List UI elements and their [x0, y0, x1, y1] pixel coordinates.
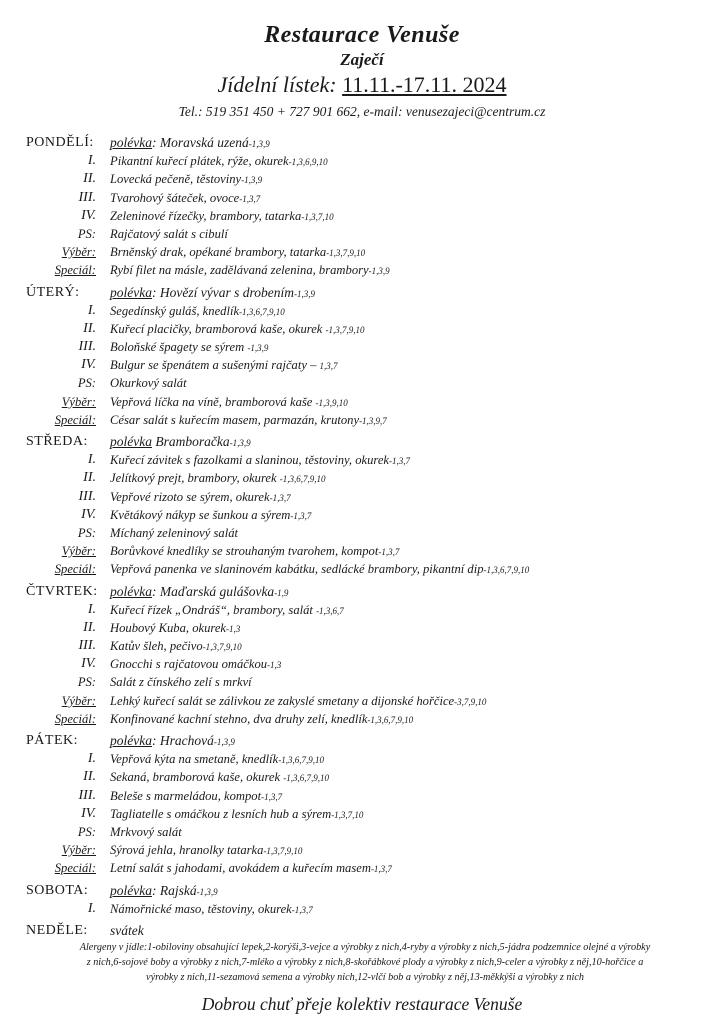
menu-item-label: PS:: [77, 675, 96, 690]
allergen-codes: -1,3,9,7: [359, 415, 387, 426]
dish-name: Vepřová panenka ve slaninovém kabátku, sedlácké brambory, pikantní dip: [110, 562, 484, 577]
menu-item: [0, 601, 724, 619]
dish-name: Houbový Kuba, okurek: [110, 620, 226, 635]
day-name: SOBOTA:: [26, 882, 89, 898]
dish-name: Borůvkové knedlíky se strouhaným tvarohem, kompot: [110, 544, 379, 559]
allergen-codes: -1,3,7: [290, 510, 312, 521]
menu-item: [0, 768, 724, 786]
menu-item: [0, 189, 724, 207]
dish-name: Rajčatový salát s cibulí: [110, 226, 228, 241]
menu-item-label: Speciál:: [54, 861, 96, 876]
menu-item-label: III.: [78, 339, 96, 355]
soup-label: polévka: [110, 434, 152, 449]
soup-line: [110, 583, 288, 602]
allergen-codes: -1,3,7,9,10: [202, 642, 242, 653]
menu-item-label: III.: [78, 488, 96, 504]
menu-item: [0, 787, 724, 805]
allergen-codes: -1,3,7: [389, 456, 410, 467]
dish-name: Brněnský drak, opékané brambory, tatarka: [110, 245, 327, 260]
allergen-codes: -1,3,7,10: [301, 211, 334, 222]
menu-item: [0, 170, 724, 188]
allergen-codes: -1,3,7,9,10: [325, 324, 365, 335]
dish-text: [110, 601, 344, 620]
menu-item-label: IV.: [81, 805, 96, 821]
dish-name: Rybí filet na másle, zadělávaná zelenina, brambory: [110, 263, 369, 278]
dish-text: [110, 338, 268, 357]
day-name: ÚTERÝ:: [26, 284, 80, 300]
allergen-legend: [20, 940, 710, 985]
day-row: [0, 433, 724, 451]
menu-item-label: Výběr:: [61, 693, 96, 708]
dish-name: Bulgur se špenátem a sušenými rajčaty –: [110, 358, 320, 373]
menu-item-label: Speciál:: [54, 711, 96, 726]
dish-name: Zeleninové řízečky, brambory, tatarka: [110, 208, 302, 223]
soup-line: [110, 732, 235, 751]
dish-text: [110, 302, 285, 321]
allergen-legend-line: výrobky z nich,11-sezamová semena a výrobky nich,12-vlčí bob a výrobky z něj,13-měkkýši a výrobky z nich: [146, 972, 584, 983]
menu-item-label: Výběr:: [61, 843, 96, 858]
menu-item: [0, 560, 724, 578]
dish-text: [110, 787, 282, 806]
menu-item-label: I.: [87, 751, 96, 767]
dish-text: [110, 859, 392, 878]
menu-item: [0, 692, 724, 710]
menu-item: [0, 710, 724, 728]
closing-greeting: Dobrou chuť přeje kolektiv restaurace Venuše: [201, 994, 523, 1014]
menu-heading: [0, 72, 724, 98]
menu-item-label: I.: [87, 452, 96, 468]
dish-name: Katův šleh, pečivo: [110, 639, 203, 654]
day-row: [0, 134, 724, 152]
menu-item-label: PS:: [77, 525, 96, 540]
soup-separator: :: [151, 135, 160, 150]
menu-item: [0, 619, 724, 637]
menu-item: [0, 451, 724, 469]
allergen-legend-line: z nich,6-sojové boby a výrobky z nich,7-mléko a výrobky z nich,8-skořábkové plody a výrobky z nich,9-celer a výrobky z něj,10-hořčice a: [86, 957, 644, 968]
allergen-codes: -1,3,6,7,9,10: [279, 474, 326, 485]
dish-text: [110, 488, 291, 507]
day-block: [0, 134, 724, 284]
menu-item-label: IV.: [81, 506, 96, 522]
menu-item-label: II.: [83, 470, 96, 486]
soup-name: Hrachová: [159, 733, 214, 748]
allergen-codes: -1,3,6,7,9,10: [483, 565, 530, 576]
soup-name: Rajská: [159, 882, 197, 898]
soup-separator: :: [151, 733, 160, 748]
dish-name: Vepřová líčka na víně, bramborová kaše: [110, 394, 316, 409]
menu-item: [0, 823, 724, 841]
dish-name: Gnocchi s rajčatovou omáčkou: [110, 657, 268, 672]
menu-item: [0, 859, 724, 877]
dish-text: [110, 189, 260, 208]
soup-label: polévka: [110, 733, 152, 748]
allergen-codes: -1,3,7: [269, 492, 291, 503]
dish-text: [110, 841, 302, 860]
dish-name: Beleše s marmeládou, kompot: [110, 788, 262, 803]
restaurant-name: Restaurace Venuše: [264, 22, 460, 48]
dish-name: Sekaná, bramborová kaše, okurek: [110, 770, 284, 785]
dish-text: [110, 170, 262, 189]
soup-name: Bramboračka: [155, 434, 230, 449]
day-row: [0, 882, 724, 900]
dish-name: Kuřecí závitek s fazolkami a slaninou, těstoviny, okurek: [110, 453, 389, 468]
dish-text: [110, 750, 324, 769]
day-row: [0, 922, 724, 940]
allergen-codes: -1,3,7,9,10: [326, 248, 366, 259]
day-name: PONDĚLÍ:: [26, 135, 94, 150]
menu-item-label: IV.: [81, 357, 96, 373]
menu-item-label: III.: [78, 787, 96, 803]
allergen-codes: -1,3,7: [378, 547, 400, 558]
soup-line: [110, 882, 218, 901]
menu-item: [0, 469, 724, 487]
dish-text: [110, 356, 338, 375]
allergen-codes: -1,3: [267, 660, 282, 671]
allergen-codes: -1,3,9: [229, 438, 251, 448]
allergen-codes: -1,3,7: [239, 193, 261, 204]
allergen-codes: -1,3,6,9,10: [288, 157, 328, 168]
dish-text: [110, 152, 328, 171]
dish-name: Jelítkový prejt, brambory, okurek: [110, 471, 280, 486]
dish-text: [110, 320, 365, 339]
day-block: [0, 732, 724, 882]
day-row: [0, 732, 724, 750]
menu-item: [0, 320, 724, 338]
menu-item: [0, 393, 724, 411]
soup-separator: :: [151, 882, 160, 898]
dish-text: [110, 655, 281, 674]
menu-item: [0, 524, 724, 542]
dish-text: [110, 261, 390, 280]
menu-item-label: PS:: [77, 824, 96, 839]
dish-name: Salát z čínského zelí s mrkví: [110, 675, 252, 690]
soup-name: Moravská uzená: [159, 135, 249, 150]
menu-dates: 11.11.-17.11. 2024: [342, 72, 507, 97]
menu-item-label: III.: [78, 638, 96, 654]
dish-text: [110, 710, 413, 729]
dish-name: Lovecká pečeně, těstoviny: [110, 172, 242, 187]
allergen-codes: -1,3,9,10: [315, 397, 348, 408]
day-name: PÁTEK:: [26, 733, 78, 748]
dish-name: Vepřová kýta na smetaně, knedlík: [110, 752, 279, 767]
dish-name: Tvarohový šáteček, ovoce: [110, 190, 240, 205]
menu-item-label: IV.: [81, 207, 96, 223]
allergen-codes: -1,3,9: [293, 288, 315, 299]
soup-label: polévka: [110, 284, 152, 300]
allergen-legend-line: Alergeny v jídle:1-obiloviny obsahující lepek,2-korýši,3-vejce a výrobky z nich,4-ryby a výrobky z nich,5-jádra podzemnice olejné a výrobky: [79, 942, 651, 953]
dish-text: [110, 225, 228, 244]
dish-name: Segedínský guláš, knedlík: [110, 303, 240, 318]
dish-text: [110, 207, 334, 226]
dish-name: Námořnické maso, těstoviny, okurek: [110, 901, 292, 916]
menu-title: Jídelní lístek:: [217, 72, 337, 97]
menu-item: [0, 637, 724, 655]
allergen-codes: -1,3,6,7,9,10: [239, 306, 285, 317]
menu-item: [0, 900, 724, 918]
dish-text: [110, 560, 529, 579]
day-name: ČTVRTEK:: [26, 583, 98, 599]
menu-item: [0, 207, 724, 225]
dish-text: [110, 451, 410, 470]
soup-label: polévka: [110, 583, 152, 599]
dish-name: Mrkvový salát: [110, 824, 182, 839]
menu-item: [0, 225, 724, 243]
dish-text: [110, 469, 325, 488]
dish-text: [110, 692, 486, 711]
menu-item-label: II.: [83, 320, 96, 336]
soup-separator: :: [151, 284, 160, 300]
dish-name: Kuřecí placičky, bramborová kaše, okurek: [110, 321, 326, 336]
menu-item-label: II.: [83, 619, 96, 635]
dish-text: [110, 542, 399, 561]
dish-name: Vepřové rizoto se sýrem, okurek: [110, 489, 270, 504]
menu-item-label: II.: [83, 769, 96, 785]
allergen-codes: -1,3,6,7,9,10: [367, 714, 414, 725]
menu-item: [0, 411, 724, 429]
dish-text: [110, 768, 329, 787]
soup-label: polévka: [110, 135, 152, 150]
menu-item: [0, 356, 724, 374]
menu-item: [0, 152, 724, 170]
allergen-codes: -1,3,9: [196, 886, 218, 897]
dish-name: Letní salát s jahodami, avokádem a kuřecím masem: [110, 861, 371, 876]
dish-name: Lehký kuřecí salát se zálivkou ze zakyslé smetany a dijonské hořčice: [110, 693, 455, 708]
allergen-codes: -1,3,9: [248, 139, 270, 149]
menu-item: [0, 673, 724, 691]
dish-text: [110, 637, 242, 656]
dish-name: Okurkový salát: [110, 376, 187, 391]
dish-text: [110, 619, 240, 638]
allergen-codes: -1,3,6,7,9,10: [278, 755, 324, 766]
menu-item: [0, 374, 724, 392]
dish-name: Květákový nákyp se šunkou a sýrem: [110, 507, 291, 522]
menu-item-label: Speciál:: [54, 562, 96, 577]
soup-line: [110, 284, 315, 303]
allergen-codes: -1,3,6,7: [316, 605, 344, 616]
dish-name: Pikantní kuřecí plátek, rýže, okurek: [110, 154, 289, 169]
menu-item-label: Výběr:: [61, 245, 96, 260]
menu-item: [0, 338, 724, 356]
menu-item-label: PS:: [77, 376, 96, 391]
menu-item: [0, 841, 724, 859]
dish-text: [110, 243, 365, 262]
dish-text: [110, 673, 252, 692]
allergen-codes: -1,3,7: [370, 864, 392, 875]
dish-name: Míchaný zeleninový salát: [110, 525, 238, 540]
dish-text: [110, 506, 311, 525]
contact-info: Tel.: 519 351 450 + 727 901 662, e-mail: venusezajeci@centrum.cz: [178, 104, 546, 119]
day-note: svátek: [110, 922, 144, 938]
menu-item: [0, 243, 724, 261]
allergen-codes: -1,3,9: [368, 266, 390, 277]
dish-text: [110, 805, 363, 824]
soup-name: Hovězí vývar s drobením: [159, 284, 294, 300]
menu-item-label: I.: [87, 153, 96, 169]
dish-text: [110, 823, 182, 842]
allergen-codes: 1,3,7: [319, 361, 338, 372]
soup-label: polévka: [110, 882, 152, 898]
restaurant-town: Zaječí: [340, 50, 384, 69]
menu-item-label: I.: [87, 900, 96, 916]
dish-name: Sýrová jehla, hranolky tatarka: [110, 843, 264, 858]
menu-item-label: II.: [83, 171, 96, 187]
day-name: STŘEDA:: [26, 434, 88, 449]
dish-name: Konfinované kachní stehno, dva druhy zelí, knedlík: [110, 711, 368, 726]
dish-text: [110, 374, 187, 393]
menu-item: [0, 655, 724, 673]
menu-item: [0, 506, 724, 524]
menu-item-label: Výběr:: [61, 544, 96, 559]
allergen-codes: -1,3,9: [241, 175, 263, 186]
day-block: [0, 583, 724, 733]
menu-item-label: I.: [87, 601, 96, 617]
menu-item-label: I.: [87, 302, 96, 318]
day-block: [0, 882, 724, 922]
day-block: [0, 433, 724, 583]
menu-item: [0, 750, 724, 768]
allergen-codes: -3,7,9,10: [454, 696, 487, 707]
menu-item-label: Výběr:: [61, 394, 96, 409]
menu-item: [0, 488, 724, 506]
menu-item-label: III.: [78, 189, 96, 205]
menu-item-label: IV.: [81, 656, 96, 672]
allergen-codes: -1,3,6,7,9,10: [283, 773, 329, 784]
day-block: [0, 284, 724, 434]
dish-text: [110, 411, 387, 430]
allergen-codes: -1,3: [226, 623, 241, 634]
day-row: [0, 583, 724, 601]
soup-separator: :: [151, 583, 160, 599]
allergen-codes: -1,3,7: [291, 904, 313, 915]
dish-text: [110, 524, 238, 543]
soup-line: [110, 134, 270, 153]
menu-item-label: PS:: [77, 226, 96, 241]
dish-name: César salát s kuřecím masem, parmazán, krutony: [110, 412, 360, 427]
dish-name: Boloňské špagety se sýrem: [110, 340, 248, 355]
menu-item: [0, 805, 724, 823]
day-row: [0, 284, 724, 302]
dish-text: [110, 393, 348, 412]
allergen-codes: -1,9: [274, 587, 289, 598]
menu-item: [0, 542, 724, 560]
soup-name: Maďarská gulášovka: [159, 583, 275, 599]
soup-line: [110, 433, 251, 452]
allergen-codes: -1,3,7: [261, 791, 283, 802]
dish-name: Kuřecí řízek „Ondráš“, brambory, salát: [110, 602, 317, 617]
menu-item: [0, 302, 724, 320]
menu-item-label: Speciál:: [54, 412, 96, 427]
allergen-codes: -1,3,7,9,10: [263, 846, 303, 857]
allergen-codes: -1,3,9: [247, 343, 269, 354]
dish-name: Tagliatelle s omáčkou z lesních hub a sýrem: [110, 806, 332, 821]
allergen-codes: -1,3,9: [213, 737, 235, 747]
menu-item: [0, 261, 724, 279]
day-name: NEDĚLE:: [26, 922, 88, 938]
dish-text: [110, 900, 313, 919]
allergen-codes: -1,3,7,10: [331, 809, 364, 820]
weekly-menu: [0, 134, 724, 944]
menu-item-label: Speciál:: [54, 263, 96, 278]
